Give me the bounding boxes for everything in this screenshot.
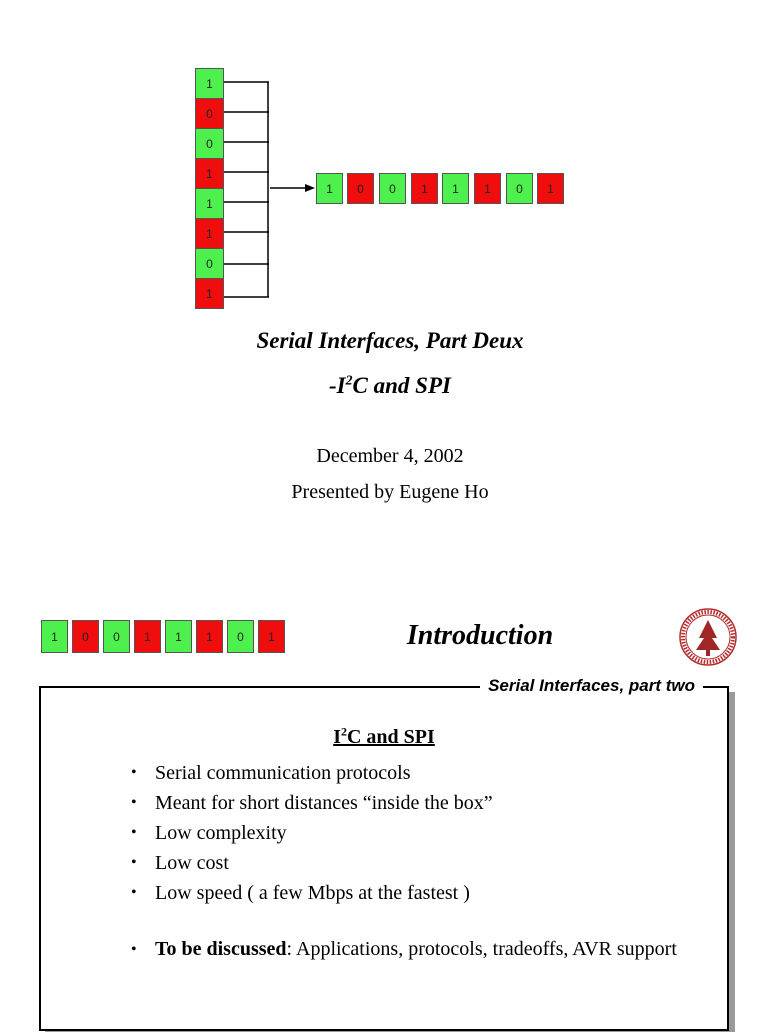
vertical-bit: 0 <box>195 98 224 129</box>
presenter-line: Presented by Eugene Ho <box>291 481 489 503</box>
bullet-item: • Low speed ( a few Mbps at the fastest ) <box>129 878 493 908</box>
discussion-list <box>129 938 689 961</box>
strip-bit: 0 <box>72 620 99 653</box>
strip-bit: 1 <box>134 620 161 653</box>
serial-bit: 1 <box>442 173 469 204</box>
slide-title: Introduction <box>406 620 554 651</box>
section-heading <box>41 726 727 749</box>
box-caption: Serial Interfaces, part two <box>480 676 703 696</box>
serial-bit: 1 <box>537 173 564 204</box>
bullet-list <box>129 758 493 908</box>
discussion-text: : Applications, protocols, tradeoffs, AVR support <box>286 938 677 960</box>
serial-bit: 1 <box>316 173 343 204</box>
vertical-bit: 1 <box>195 278 224 309</box>
title-line-2-suffix: C and SPI <box>352 373 451 398</box>
vertical-bit: 0 <box>195 248 224 279</box>
bullet-item: • Low cost <box>129 848 493 878</box>
title-line-2-prefix: -I <box>329 373 346 398</box>
bullet-item: • Low complexity <box>129 818 493 848</box>
section-heading-superscript: 2 <box>340 724 347 739</box>
serial-bit: 0 <box>506 173 533 204</box>
presentation-date: December 4, 2002 <box>316 445 464 467</box>
strip-bit: 1 <box>258 620 285 653</box>
strip-bit: 1 <box>41 620 68 653</box>
bullet-item: • Serial communication protocols <box>129 758 493 788</box>
discussion-item <box>129 938 689 961</box>
vertical-bit: 1 <box>195 158 224 189</box>
serial-bit: 0 <box>379 173 406 204</box>
title-line-2-superscript: 2 <box>345 372 353 388</box>
strip-bit: 1 <box>165 620 192 653</box>
strip-bit: 1 <box>196 620 223 653</box>
strip-bit: 0 <box>227 620 254 653</box>
vertical-bit: 1 <box>195 218 224 249</box>
strip-bit: 0 <box>103 620 130 653</box>
bullet-item: • Meant for short distances “inside the box” <box>129 788 493 818</box>
serial-bit: 1 <box>411 173 438 204</box>
stanford-seal-icon <box>679 608 737 666</box>
vertical-bit: 1 <box>195 68 224 99</box>
title-line-1: Serial Interfaces, Part Deux <box>256 328 524 353</box>
serial-bit: 0 <box>347 173 374 204</box>
discussion-label: To be discussed <box>155 938 287 960</box>
title-line-2 <box>0 373 768 399</box>
content-box <box>39 676 729 1031</box>
serializer-wiring <box>0 0 768 320</box>
section-heading-suffix: C and SPI <box>346 726 435 748</box>
arrow-head-icon <box>305 184 315 192</box>
section-heading-prefix: I <box>333 726 341 748</box>
vertical-bit: 0 <box>195 128 224 159</box>
vertical-bit: 1 <box>195 188 224 219</box>
serial-bit: 1 <box>474 173 501 204</box>
